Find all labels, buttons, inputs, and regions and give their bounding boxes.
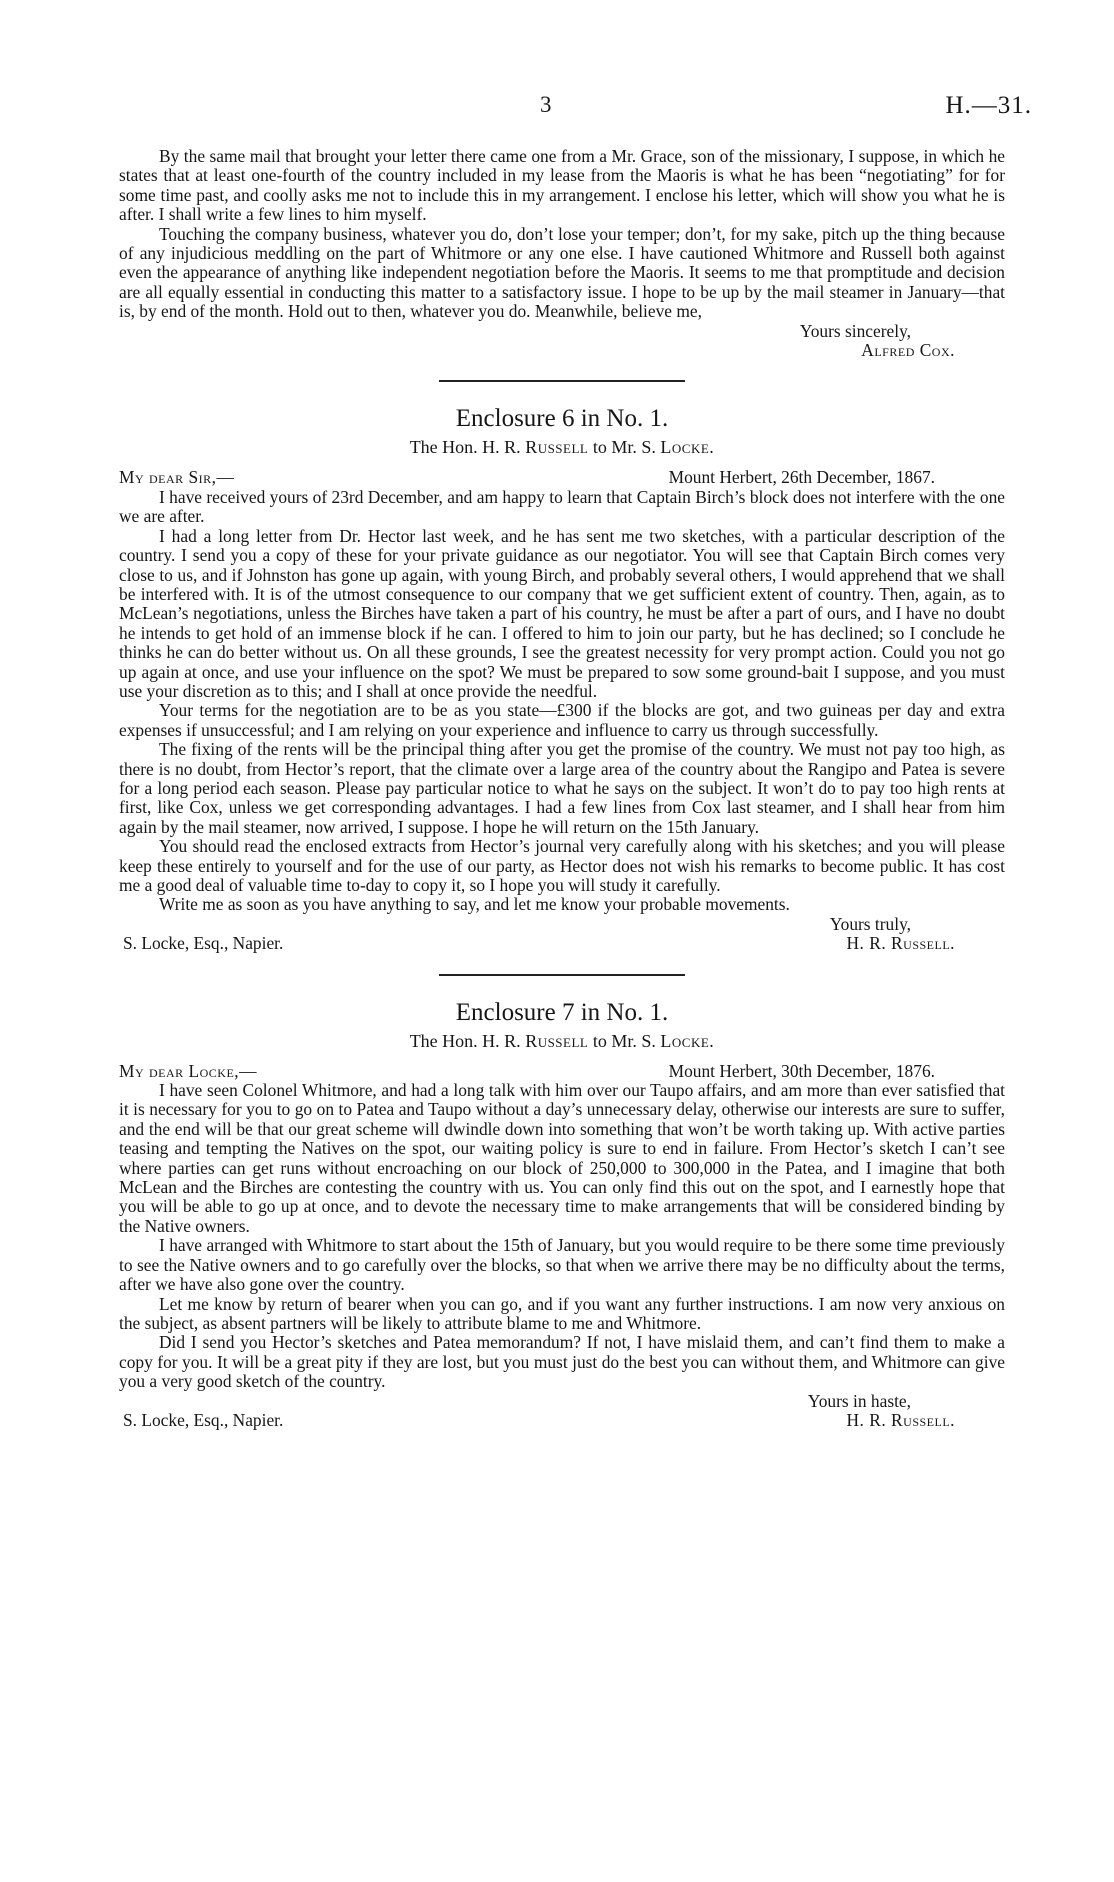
greeting: My dear Locke,— (119, 1060, 258, 1081)
page-number: 3 (540, 92, 552, 117)
closing: Yours truly, (829, 913, 911, 934)
paragraph: The fixing of the rents will be the principal thing after you get the promise of the country. We must not pay too high, as there is no doubt, from Hector’s report, that the climate over a large area of the country about the Rangipo and Patea is severe for a long period each season. Please pay particular notice to what he says on the subject. It won’t do to pay too high rents at first, like Cox, unless we get corresponding advantages. I had a few lines from Cox last steamer, and I shall hear from him again by the mail steamer, now arrived, I suppose. I hope he will return on the 15th January. (119, 739, 1005, 837)
addressee: S. Locke, Esq., Napier. (123, 1409, 284, 1430)
subtitle-mid: to Mr. S. (592, 1030, 656, 1051)
paragraph: Did I send you Hector’s sketches and Patea memorandum? If not, I have mislaid them, and can’t find them to make a copy for you. It will be a great pity if they are lost, but you must just do the best you can without them, and Whitmore can give you a very good sketch of the country. (119, 1332, 1005, 1392)
enclosure-title: Enclosure 7 in No. 1. (455, 998, 669, 1026)
place-date: Mount Herbert, 26th December, 1867. (668, 467, 935, 488)
addressee: S. Locke, Esq., Napier. (123, 933, 284, 954)
signature-row (119, 1411, 1005, 1430)
paragraph: Let me know by return of bearer when you can go, and if you want any further instructions. I am now very anxious on the subject, as absent partners will be likely to attribute blame to me and Whitmore. (119, 1293, 1005, 1333)
paragraph: I have arranged with Whitmore to start about the 15th of January, but you would require to be there some time previously to see the Native owners and to go carefully over the blocks, so that when we arrive there may be no difficulty about the terms, after we have also gone over the country. (119, 1235, 1005, 1295)
document-reference: H.—31. (945, 92, 1032, 119)
greeting-row (119, 1062, 1005, 1081)
closing: Yours in haste, (807, 1390, 911, 1411)
paragraph: I had a long letter from Dr. Hector last week, and he has sent me two sketches, with a particular description of the country. I send you a copy of these for your private guidance as our negotiator. You will see that Captain Birch comes very close to us, and if Johnston has gone up again, with young Birch, and probably several others, I would apprehend that we shall be interfered with. It is of the utmost consequence to our company that we get sufficient extent of country. Then, again, as to McLean’s negotiations, unless the Birches have taken a part of his country, he must be after a part of ours, and I have no doubt he intends to get hold of an immense block if he can. I offered to him to join our party, but he has declined; so I conclude he thinks he can do better without us. On all these grounds, I see the greatest necessity for very prompt action. Could you not go up again at once, and use your influence on the spot? We must be prepared to sow some ground-bait I suppose, and you must use your discretion as to this; and I shall at once provide the needful. (119, 525, 1005, 701)
signature: H. R. Russell. (846, 1409, 955, 1430)
enclosure-subtitle (119, 1030, 1005, 1052)
paragraph: I have received yours of 23rd December, and am happy to learn that Captain Birch’s block does not interfere with the one we are after. (119, 486, 1005, 527)
enclosure-6 (119, 404, 1005, 953)
signature: Alfred Cox. (861, 340, 955, 361)
enclosure-title: Enclosure 6 in No. 1. (455, 405, 669, 433)
signature-row (119, 934, 1005, 953)
signature: H. R. Russell. (846, 933, 955, 954)
subtitle-prefix: The Hon. H. R. (409, 437, 521, 458)
subtitle-prefix: The Hon. H. R. (409, 1030, 521, 1051)
closing: Yours sincerely, (799, 320, 911, 341)
section-divider (439, 380, 685, 382)
paragraph: Your terms for the negotiation are to be as you state—£300 if the blocks are got, and two guineas per day and extra expenses if unsuccessful; and I am relying on your experience and influence to carry us through successfully. (119, 700, 1005, 740)
section-divider (439, 974, 685, 976)
paragraph: I have seen Colonel Whitmore, and had a long talk with him over our Taupo affairs, and am more than ever satisfied that it is necessary for you to go on to Patea and Taupo without a day’s unnecessary delay, otherwise our interests are sure to suffer, and the end will be that our great scheme will dwindle down into something that won’t be worth taking up. With active parties teasing and tempting the Natives on the spot, our waiting policy is sure to end in failure. From Hector’s sketch I can’t see where parties can get runs without encroaching on our block of 250,000 to 300,000 in the Patea, and I imagine that both McLean and the Birches are contesting the country with us. You can only find this out on the spot, and I earnestly hope that you will be able to go up at once, and to devote the necessary time to make arrangements that will be considered binding by the Native owners. (119, 1080, 1005, 1236)
page-header (0, 92, 1114, 122)
letter-continuation (119, 147, 1005, 360)
subtitle-to: Locke. (660, 437, 715, 458)
enclosure-7 (119, 998, 1005, 1431)
paragraph: By the same mail that brought your letter there came one from a Mr. Grace, son of the missionary, I suppose, in which he states that at least one-fourth of the country included in my lease from the Maoris is what he has been “negotiating” for for some time past, and coolly asks me not to include this in my arrangement. I enclose his letter, which will show you what he is after. I shall write a few lines to him myself. (119, 146, 1005, 225)
place-date: Mount Herbert, 30th December, 1876. (668, 1060, 935, 1081)
subtitle-from: Russell (525, 437, 589, 458)
subtitle-mid: to Mr. S. (592, 437, 656, 458)
page-content (119, 147, 1005, 1430)
greeting-row (119, 468, 1005, 487)
subtitle-from: Russell (525, 1030, 589, 1051)
paragraph: You should read the enclosed extracts from Hector’s journal very carefully along with his sketches; and you will please keep these entirely to yourself and for the use of our party, as Hector does not wish his remarks to become public. It has cost me a good deal of valuable time to-day to copy it, so I hope you will study it carefully. (119, 836, 1005, 895)
paragraph: Write me as soon as you have anything to say, and let me know your probable movements. (159, 894, 790, 915)
enclosure-subtitle (119, 436, 1005, 458)
paragraph: Touching the company business, whatever you do, don’t lose your temper; don’t, for my sake, pitch up the thing because of any injudicious meddling on the part of Whitmore or any one else. I have cautioned Whitmore and Russell both against even the appearance of anything like independent negotiation before the Maoris. It seems to me that promptitude and decision are all equally essential in conducting this matter to a satisfactory issue. I hope to be up by the mail steamer in January—that is, by end of the month. Hold out to then, whatever you do. Meanwhile, believe me, (119, 223, 1005, 322)
subtitle-to: Locke. (660, 1030, 715, 1051)
greeting: My dear Sir,— (119, 467, 235, 488)
